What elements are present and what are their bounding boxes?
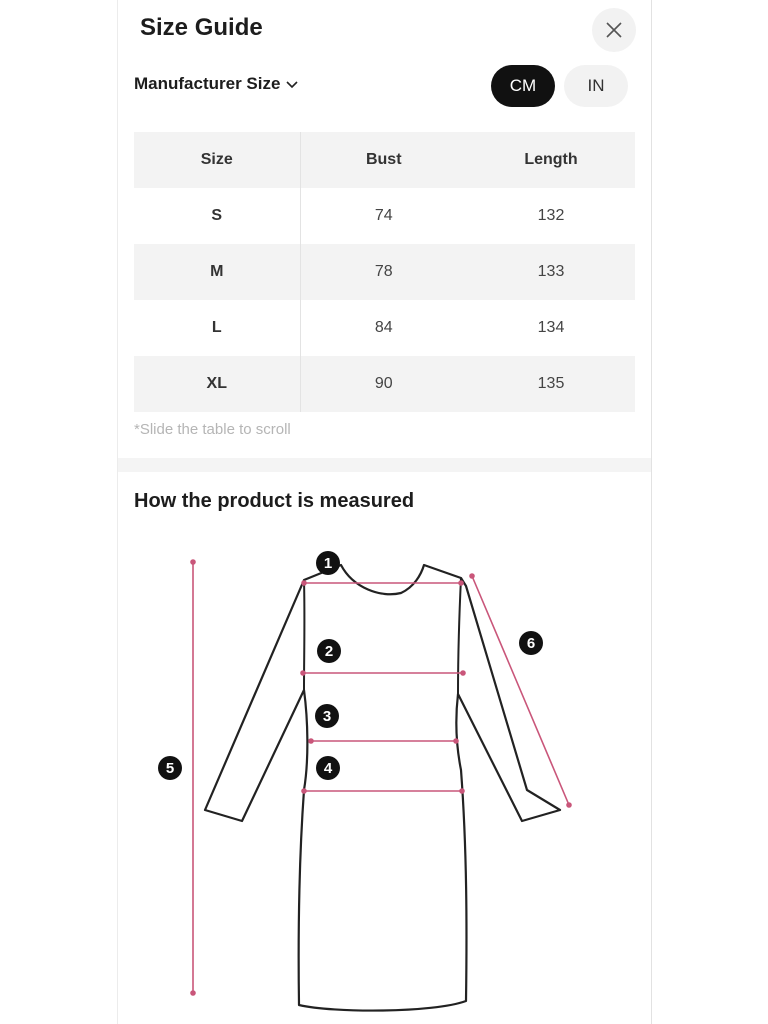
line-end-dot <box>459 581 463 585</box>
marker-2-label: 2 <box>324 643 334 660</box>
marker-6-label: 6 <box>526 635 536 652</box>
marker-5 <box>158 756 182 780</box>
size-guide-panel <box>117 0 652 1024</box>
marker-2 <box>317 639 341 663</box>
marker-5-label: 5 <box>165 760 175 777</box>
dress-measurement-diagram <box>118 0 651 1024</box>
line-end-dot <box>191 560 195 564</box>
cell-size: L <box>134 300 300 356</box>
cell-bust: 74 <box>374 207 393 224</box>
line-end-dot <box>461 671 465 675</box>
line-end-dot <box>454 739 458 743</box>
column-header-bust: Bust <box>365 151 402 168</box>
cell-length: 135 <box>537 375 565 392</box>
page-title: Size Guide <box>140 14 263 41</box>
cell-length: 133 <box>537 263 565 280</box>
marker-3-label: 3 <box>322 708 332 725</box>
line-end-dot <box>301 671 305 675</box>
line-end-dot <box>470 574 474 578</box>
cell-size: M <box>134 244 300 300</box>
column-header-size: Size <box>134 132 300 188</box>
line-end-dot <box>567 803 571 807</box>
measure-section-title: How the product is measured <box>134 490 415 512</box>
size-type-label: Manufacturer Size <box>134 74 281 93</box>
unit-in-label: IN <box>587 76 605 95</box>
cell-size: S <box>134 188 300 244</box>
cell-bust: 78 <box>374 263 393 280</box>
line-end-dot <box>302 789 306 793</box>
marker-3 <box>315 704 339 728</box>
marker-4 <box>316 756 340 780</box>
scroll-hint: *Slide the table to scroll <box>134 421 291 438</box>
line-end-dot <box>460 789 464 793</box>
line-end-dot <box>309 739 313 743</box>
marker-6 <box>519 631 543 655</box>
marker-1 <box>316 551 340 575</box>
cell-bust: 90 <box>374 375 393 392</box>
cell-size: XL <box>134 356 300 412</box>
cell-bust: 84 <box>374 319 393 336</box>
marker-4-label: 4 <box>323 760 333 777</box>
dress-outline <box>205 565 560 1011</box>
line-end-dot <box>302 581 306 585</box>
column-header-length: Length <box>524 151 578 168</box>
marker-1-label: 1 <box>323 555 333 572</box>
cell-length: 134 <box>537 319 565 336</box>
cell-length: 132 <box>537 207 565 224</box>
line-end-dot <box>191 991 195 995</box>
unit-cm-label: CM <box>509 76 537 95</box>
